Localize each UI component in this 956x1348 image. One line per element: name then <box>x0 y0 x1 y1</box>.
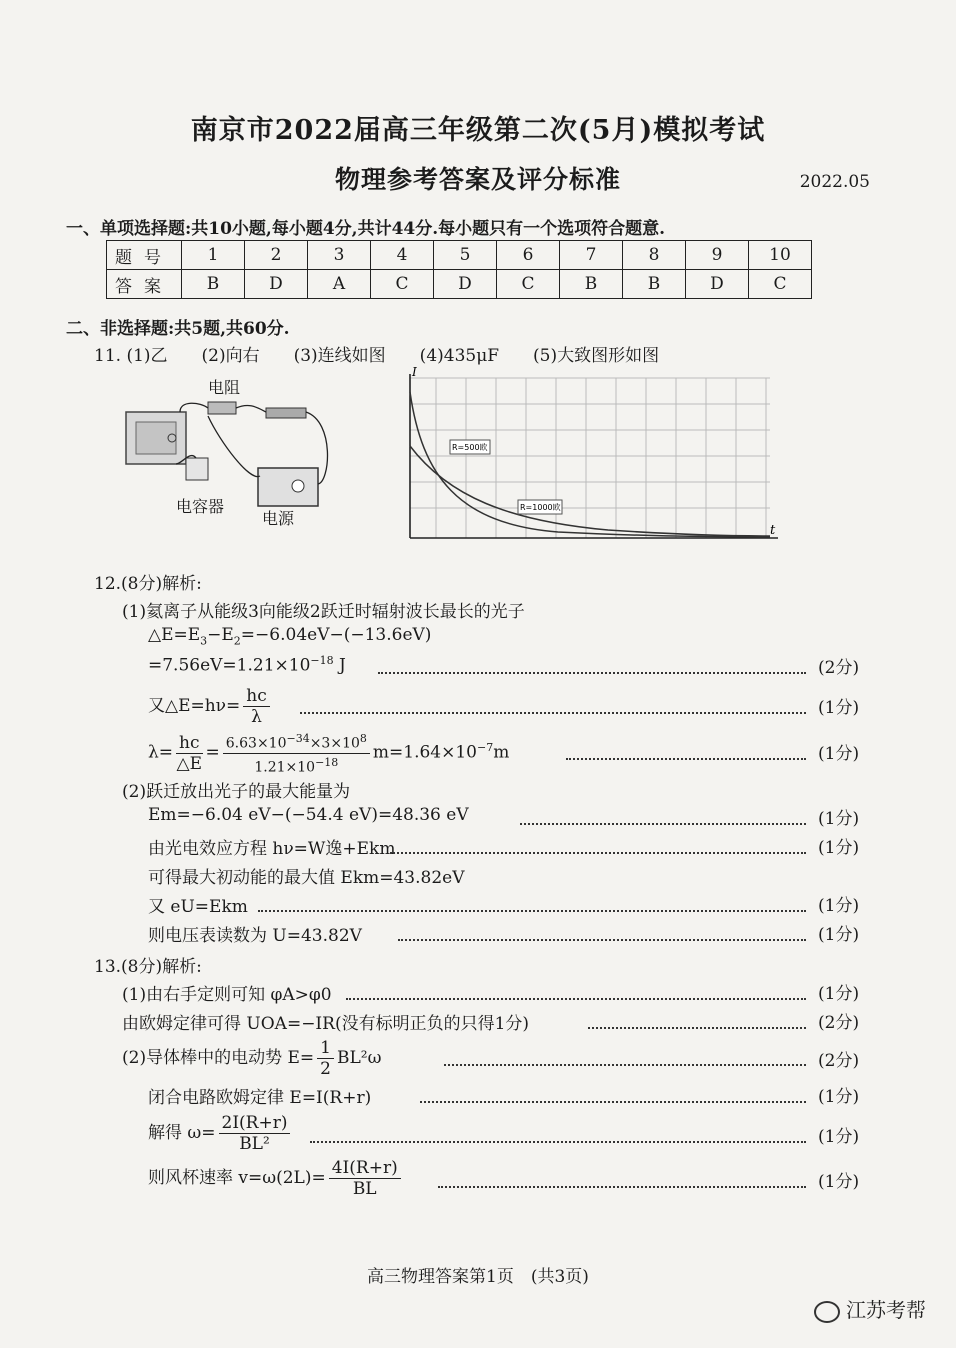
q13-ohms-law: 由欧姆定律可得 UOA=−IR(没有标明正负的只得1分) <box>122 1014 530 1034</box>
section1-heading: 一、单项选择题:共10小题,每小题4分,共计44分.每小题只有一个选项符合题意. <box>66 219 666 239</box>
score: (1分) <box>818 984 860 1004</box>
q12-photoelectric-equation: 由光电效应方程 hν=W逸+Ekm <box>148 839 396 859</box>
score: (1分) <box>818 925 860 945</box>
q12-wavelength: λ= $\frac{hc}{\triangle E}$ = $\frac{6.63\times 10^{-34}\times 3\times 10^8}{1.21\times 10^{-18}}$ $m=1.64\times 10^{-7}m$ <box>148 732 510 776</box>
question-number: 6 <box>497 241 560 270</box>
fraction-omega: $\frac{2I(R+r)}{\text{BL²}}$ <box>219 1113 291 1154</box>
dot-leader <box>588 1027 806 1029</box>
q12-heading: 12.(8分)解析: <box>94 574 202 594</box>
q13-cup-speed: 则风杯速率 v=ω(2L)= $\frac{4I(R+r)}{BL}$ <box>148 1158 404 1199</box>
dot-leader <box>378 672 806 674</box>
capacitor-label: 电容器 <box>176 497 225 516</box>
switch-shape <box>266 408 306 418</box>
answer-cell: B <box>560 270 623 299</box>
question-number: 1 <box>182 241 245 270</box>
page-footer: 高三物理答案第1页 (共3页) <box>367 1267 589 1287</box>
question-number: 10 <box>749 241 812 270</box>
fraction-hc-lambda: $\frac{hc}{\lambda}$ <box>243 686 269 727</box>
y-axis-label: I <box>412 366 417 379</box>
section2-heading: 二、非选择题:共5题,共60分. <box>66 319 290 339</box>
score: (1分) <box>818 1087 860 1107</box>
wechat-icon <box>814 1301 840 1323</box>
score: (1分) <box>818 744 860 764</box>
answer-cell: B <box>182 270 245 299</box>
page-title: 南京市2022届高三年级第二次(5月)模拟考试 <box>190 115 766 146</box>
curve-r500 <box>410 392 770 537</box>
answer-table-answer-row <box>107 270 812 299</box>
capacitor-shape <box>186 458 208 480</box>
graph-grid <box>410 378 770 538</box>
dot-leader <box>398 939 806 941</box>
score: (1分) <box>818 896 860 916</box>
dot-leader <box>390 852 806 854</box>
dot-leader <box>566 758 806 760</box>
answer-table <box>106 240 812 299</box>
q12-max-energy: Em=−6.04 eV−(−54.4 eV)=48.36 eV <box>148 805 469 825</box>
q12-max-kinetic-energy: 可得最大初动能的最大值 Ekm=43.82eV <box>148 868 465 888</box>
score: (2分) <box>818 1051 860 1071</box>
answer-cell: D <box>686 270 749 299</box>
dot-leader <box>300 712 806 714</box>
curve1-label: R=500欧 <box>452 443 488 452</box>
curve2-label: R=1000欧 <box>520 503 561 512</box>
dot-leader <box>420 1101 806 1103</box>
fraction-hc-delta-e: $\frac{hc}{\triangle E}$ <box>176 732 203 774</box>
power-supply-shape <box>258 468 318 506</box>
q13-right-hand-rule: (1)由右手定则可知 φA>φ0 <box>122 985 332 1005</box>
page-subtitle: 物理参考答案及评分标准 <box>334 165 621 194</box>
question-number: 8 <box>623 241 686 270</box>
dot-leader <box>258 910 806 912</box>
dot-leader <box>444 1064 806 1066</box>
score: (1分) <box>818 838 860 858</box>
q12-photon-energy: 又△E=hν= $\frac{hc}{\lambda}$ <box>148 686 273 727</box>
q13-closed-circuit: 闭合电路欧姆定律 E=I(R+r) <box>148 1088 372 1108</box>
q12-voltmeter-reading: 则电压表读数为 U=43.82V <box>148 926 362 946</box>
question-number: 5 <box>434 241 497 270</box>
score: (1分) <box>818 1127 860 1147</box>
q12-eu-equation: 又 eU=Ekm <box>148 897 248 917</box>
question-number: 4 <box>371 241 434 270</box>
curve-r1000 <box>410 446 770 536</box>
question-number: 7 <box>560 241 623 270</box>
answer-cell: D <box>245 270 308 299</box>
fraction-one-half: $\frac{1}{2}$ <box>317 1038 334 1079</box>
resistor-label: 电阻 <box>208 378 241 397</box>
score: (1分) <box>818 1172 860 1192</box>
ammeter-dial <box>136 422 176 454</box>
q12-part1: (1)氦离子从能级3向能级2跃迁时辐射波长最长的光子 <box>122 602 525 622</box>
score: (2分) <box>818 1013 860 1033</box>
q13-emf: (2)导体棒中的电动势 E= $\frac{1}{2}$ BL²ω <box>122 1038 382 1079</box>
question-number: 3 <box>308 241 371 270</box>
q12-part2: (2)跃迁放出光子的最大能量为 <box>122 782 351 802</box>
watermark: 江苏考帮 <box>814 1294 926 1323</box>
answer-cell: D <box>434 270 497 299</box>
dot-leader <box>310 1141 806 1143</box>
q12-energy-value: $=7.56eV=1.21\times 10^{-18}$ J <box>148 654 346 676</box>
current-time-graph <box>398 366 788 546</box>
exam-date: 2022.05 <box>799 172 870 192</box>
q12-delta-e-equation: $\triangle E=E_3-E_2=-6.04eV-(-13.6eV)$ <box>148 625 432 648</box>
score: (2分) <box>818 658 860 678</box>
answer-cell: C <box>371 270 434 299</box>
q11-answers: 11. (1)乙 (2)向右 (3)连线如图 (4)435μF (5)大致图形如图 <box>94 346 660 366</box>
fraction-velocity: $\frac{4I(R+r)}{BL}$ <box>329 1158 401 1199</box>
q13-heading: 13.(8分)解析: <box>94 957 202 977</box>
row-label-question: 题号 <box>107 241 182 270</box>
question-number: 2 <box>245 241 308 270</box>
answer-cell: C <box>497 270 560 299</box>
answer-cell: B <box>623 270 686 299</box>
dot-leader <box>438 1186 806 1188</box>
q13-omega-solution: 解得 ω= $\frac{2I(R+r)}{\text{BL²}}$ <box>148 1113 293 1154</box>
score: (1分) <box>818 809 860 829</box>
resistor-shape <box>208 402 236 414</box>
fraction-numeric: $\frac{6.63\times 10^{-34}\times 3\times 10^8}{1.21\times 10^{-18}}$ <box>223 730 370 776</box>
answer-cell: A <box>308 270 371 299</box>
question-number: 9 <box>686 241 749 270</box>
power-label: 电源 <box>262 509 295 528</box>
score: (1分) <box>818 698 860 718</box>
dot-leader <box>346 998 806 1000</box>
dot-leader <box>520 823 806 825</box>
x-axis-label: t <box>770 523 776 538</box>
answer-table-number-row <box>107 241 812 270</box>
power-knob <box>292 480 304 492</box>
row-label-answer: 答案 <box>107 270 182 299</box>
answer-cell: C <box>749 270 812 299</box>
